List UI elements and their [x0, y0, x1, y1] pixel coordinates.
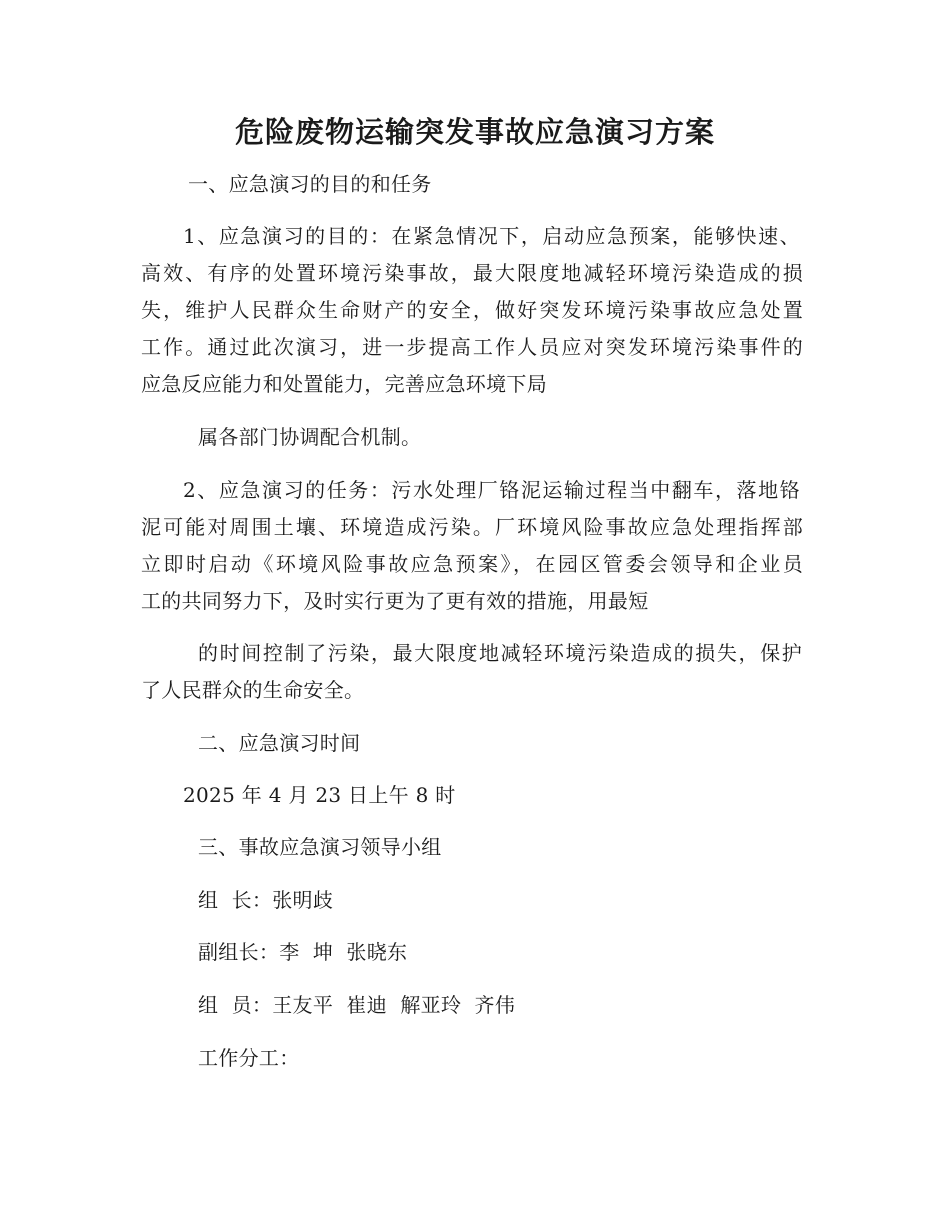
paragraph-task-line-4: 工的共同努力下，及时实行更为了更有效的措施，用最短: [141, 589, 649, 613]
paragraph-purpose-line-5: 应急反应能力和处置能力，完善应急环境下局: [141, 372, 547, 396]
paragraph-task-line-2: 泥可能对周围土壤、环境造成污染。厂环境风险事故应急处理指挥部: [141, 515, 803, 539]
paragraph-task-line-3: 立即时启动《环境风险事故应急预案》，在园区管委会领导和企业员: [141, 552, 803, 576]
section-heading-time: 二、应急演习时间: [198, 731, 361, 755]
paragraph-purpose-line-2: 高效、有序的处置环境污染事故，最大限度地减轻环境污染造成的损: [141, 261, 803, 285]
paragraph-purpose-line-4: 工作。通过此次演习，进一步提高工作人员应对突发环境污染事件的: [141, 335, 803, 359]
paragraph-purpose-line-3: 失，维护人民群众生命财产的安全，做好突发环境污染事故应急处置: [141, 298, 803, 322]
leader-text: 组 长：张明歧: [198, 888, 334, 912]
section-heading-leadership: 三、事故应急演习领导小组: [198, 835, 442, 859]
paragraph-task-continued-line-2: 了人民群众的生命安全。: [141, 678, 365, 702]
members-text: 组 员：王友平 崔迪 解亚玲 齐伟: [198, 993, 516, 1017]
paragraph-purpose-continued: 属各部门协调配合机制。: [198, 425, 422, 449]
drill-time-text: 2025 年 4 月 23 日上午 8 时: [183, 783, 456, 807]
deputy-leaders-text: 副组长：李 坤 张晓东: [198, 940, 408, 964]
paragraph-task-line-1: 2、应急演习的任务：污水处理厂铬泥运输过程当中翻车，落地铬: [183, 478, 800, 502]
paragraph-task-continued-line-1: 的时间控制了污染，最大限度地减轻环境污染造成的损失，保护: [198, 641, 802, 665]
paragraph-purpose-line-1: 1、应急演习的目的：在紧急情况下，启动应急预案，能够快速、: [183, 224, 800, 248]
section-heading-purpose: 一、应急演习的目的和任务: [188, 172, 432, 196]
division-of-work-label: 工作分工：: [198, 1046, 300, 1070]
document-title: 危险废物运输突发事故应急演习方案: [234, 115, 715, 149]
